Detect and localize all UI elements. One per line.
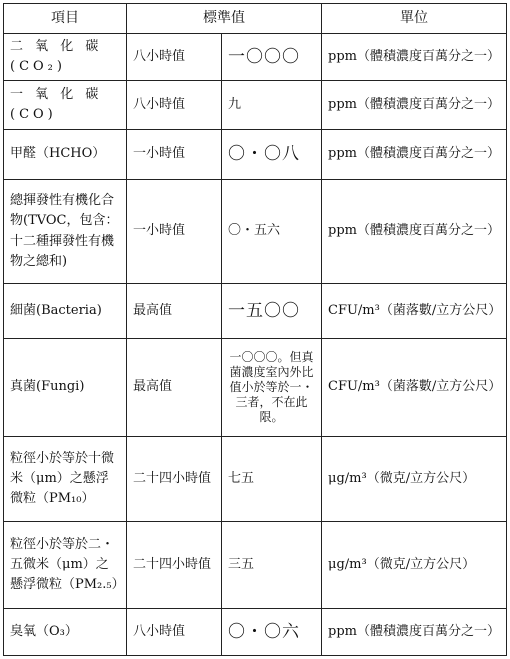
header-standard: 標準值 (127, 4, 322, 34)
unit-cell: ppm（體積濃度百萬分之一） (322, 180, 507, 284)
item-cell: 總揮發性有機化合物(TVOC，包含：十二種揮發性有機物之總和) (4, 180, 127, 284)
unit-cell: ppm（體積濃度百萬分之一） (322, 609, 507, 656)
table-row (4, 339, 507, 437)
item-cell: 二 氧 化 碳 (CO₂) (4, 34, 127, 81)
item-cell: 甲醛（HCHO） (4, 130, 127, 180)
value-cell: 一〇〇〇。但真菌濃度室內外比值小於等於一・三者，不在此限。 (222, 339, 322, 437)
time-cell: 一小時值 (127, 180, 222, 284)
header-item: 項目 (4, 4, 127, 34)
table-row (4, 34, 507, 81)
unit-cell: ppm（體積濃度百萬分之一） (322, 81, 507, 130)
table-row (4, 522, 507, 609)
item-cell: 真菌(Fungi) (4, 339, 127, 437)
time-cell: 八小時值 (127, 609, 222, 656)
value-cell: 〇・〇六 (222, 609, 322, 656)
unit-cell: ppm（體積濃度百萬分之一） (322, 34, 507, 81)
standards-table (3, 3, 507, 656)
value-cell: 一〇〇〇 (222, 34, 322, 81)
item-cell: 一 氧 化 碳 (CO) (4, 81, 127, 130)
value-cell: 一五〇〇 (222, 284, 322, 339)
item-cell: 細菌(Bacteria) (4, 284, 127, 339)
time-cell: 一小時值 (127, 130, 222, 180)
time-cell: 最高值 (127, 284, 222, 339)
unit-cell: μg/m³（微克/立方公尺） (322, 522, 507, 609)
time-cell: 最高值 (127, 339, 222, 437)
time-cell: 二十四小時值 (127, 437, 222, 522)
item-cell: 粒徑小於等於二・五微米（μm）之懸浮微粒（PM₂.₅） (4, 522, 127, 609)
table-row (4, 130, 507, 180)
item-cell: 臭氧（O₃） (4, 609, 127, 656)
unit-cell: CFU/m³（菌落數/立方公尺） (322, 284, 507, 339)
table-row (4, 437, 507, 522)
unit-cell: CFU/m³（菌落數/立方公尺） (322, 339, 507, 437)
item-cell: 粒徑小於等於十微米（μm）之懸浮微粒（PM₁₀） (4, 437, 127, 522)
time-cell: 二十四小時值 (127, 522, 222, 609)
unit-cell: ppm（體積濃度百萬分之一） (322, 130, 507, 180)
unit-cell: μg/m³（微克/立方公尺） (322, 437, 507, 522)
table-row (4, 180, 507, 284)
header-unit: 單位 (322, 4, 507, 34)
value-cell: 七五 (222, 437, 322, 522)
value-cell: 〇・五六 (222, 180, 322, 284)
time-cell: 八小時值 (127, 34, 222, 81)
value-cell: 三五 (222, 522, 322, 609)
table-row (4, 284, 507, 339)
header-row (4, 4, 507, 34)
value-cell: 〇・〇八 (222, 130, 322, 180)
time-cell: 八小時值 (127, 81, 222, 130)
value-cell: 九 (222, 81, 322, 130)
table-row (4, 609, 507, 656)
table-row (4, 81, 507, 130)
